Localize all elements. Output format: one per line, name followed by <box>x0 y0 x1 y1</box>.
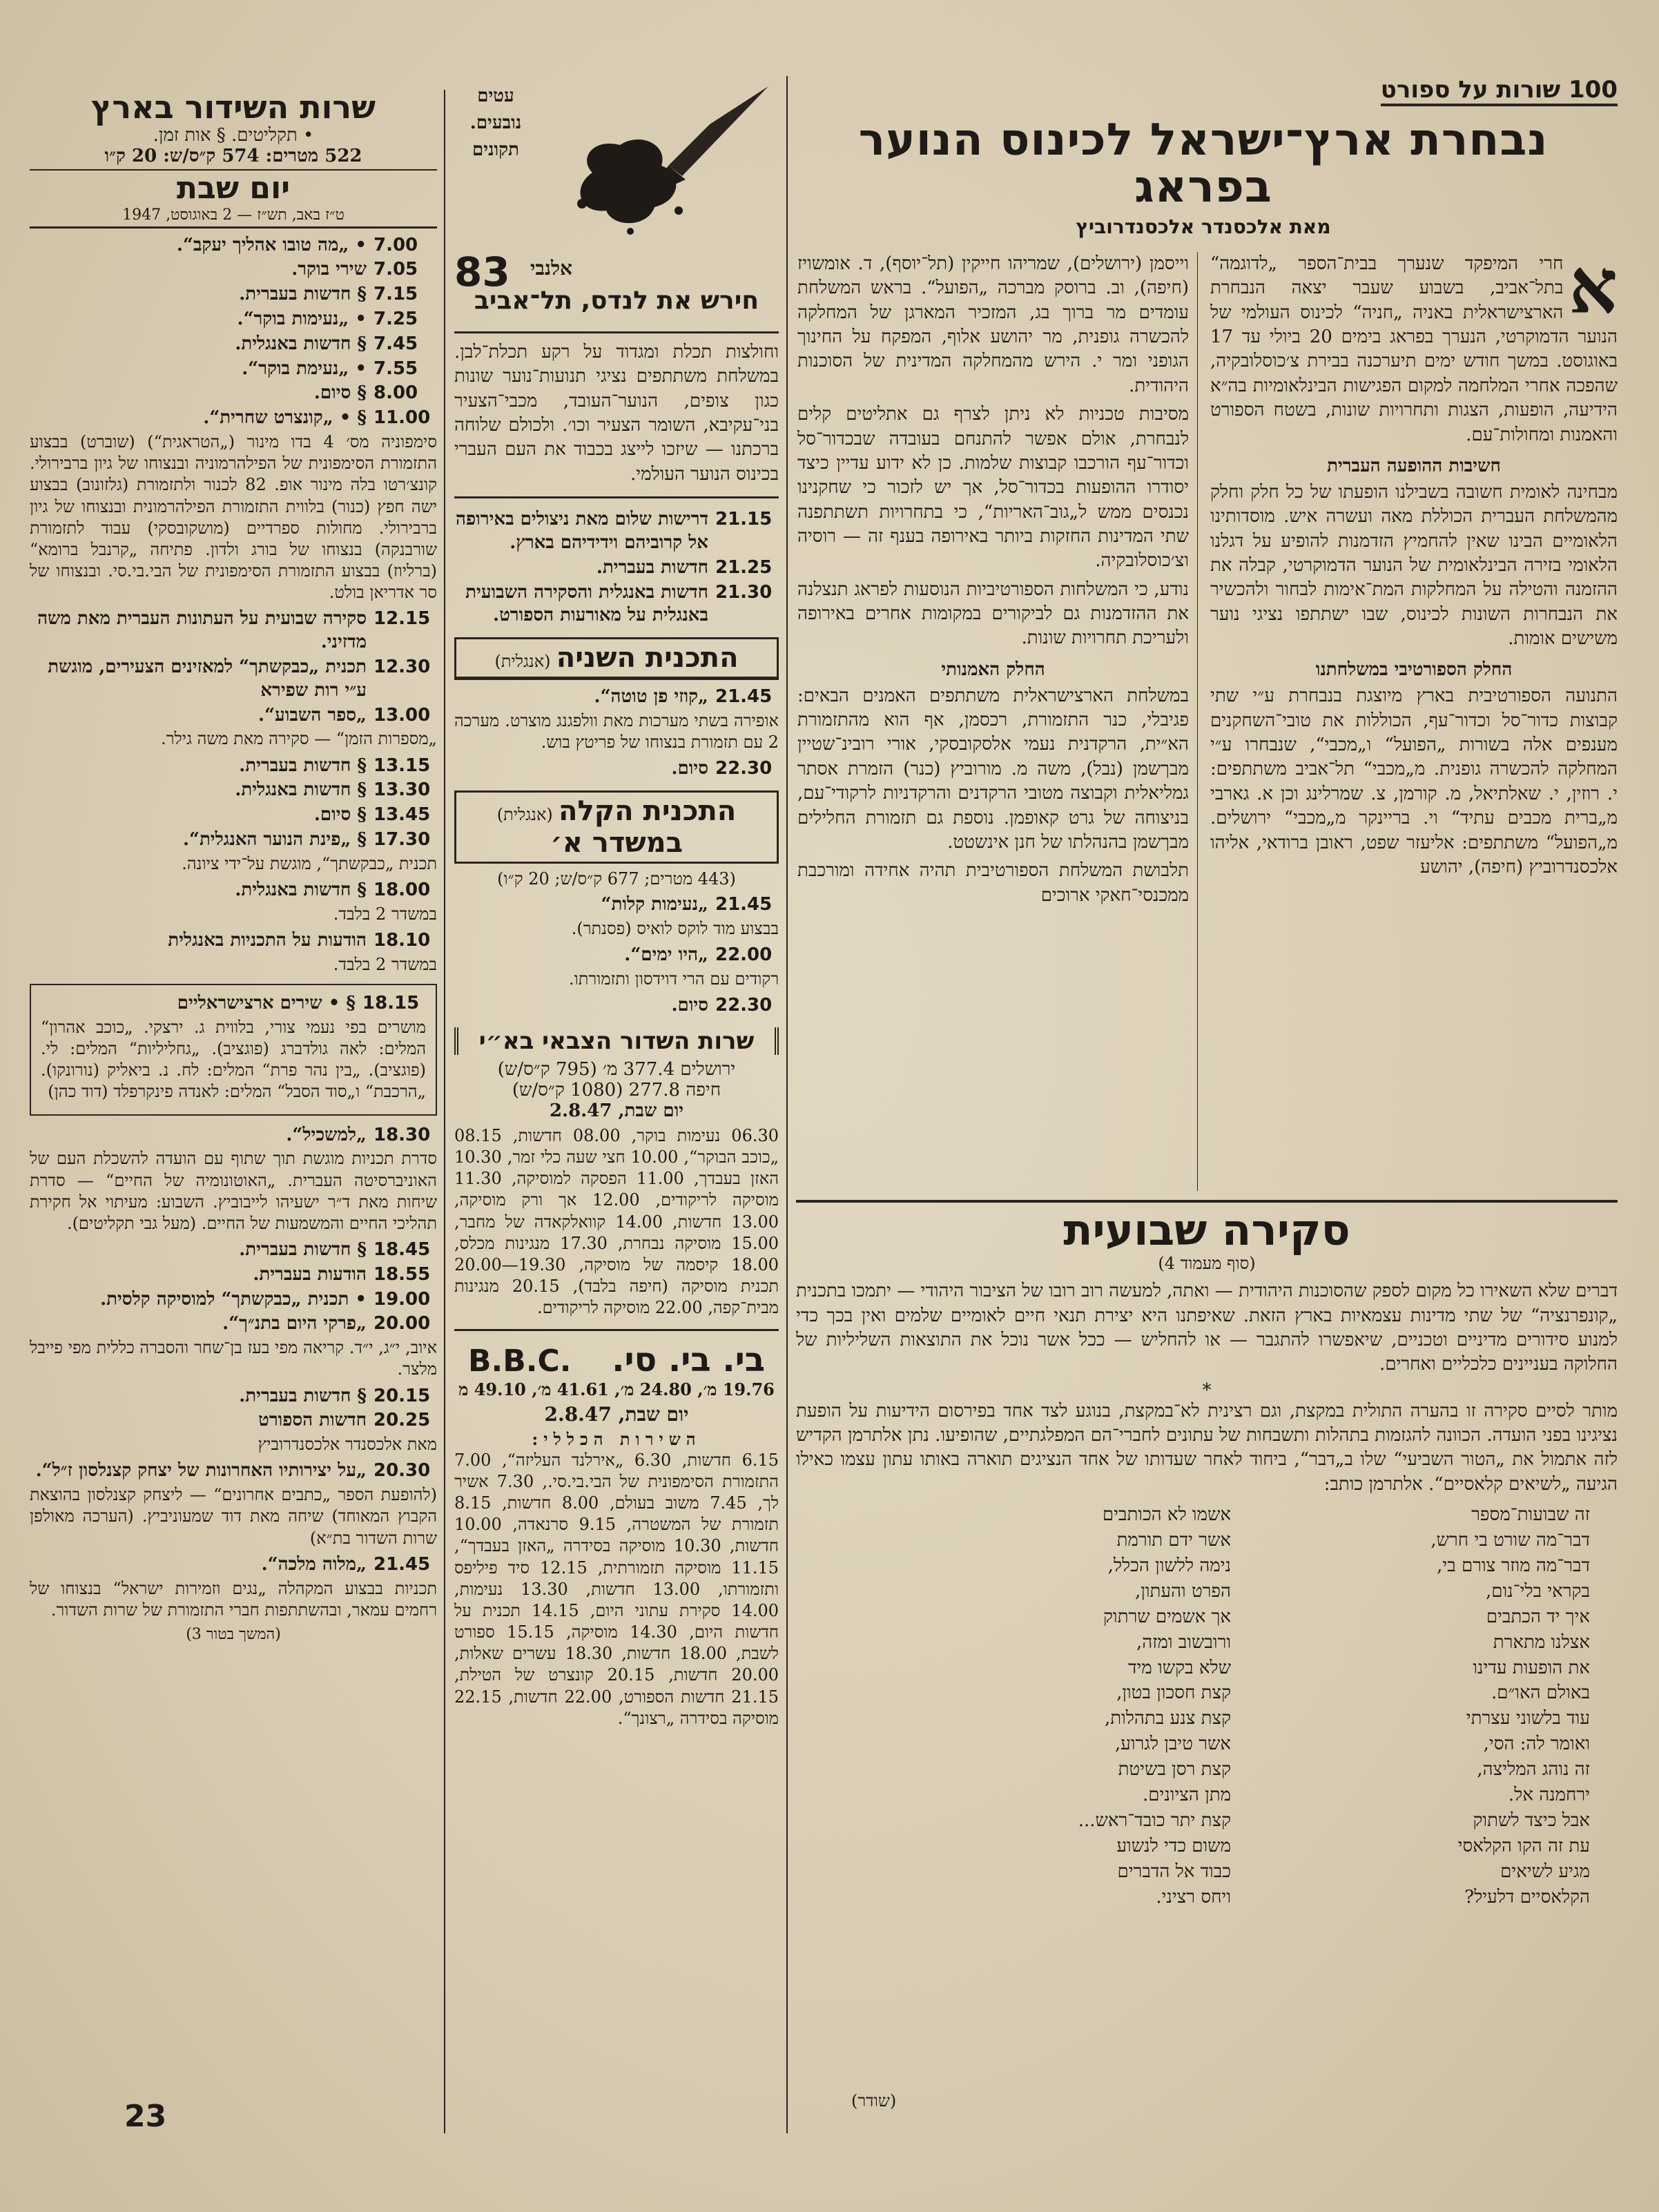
schedule-day: יום שבת <box>176 170 291 206</box>
schedule-item <box>41 992 426 1016</box>
poem-line: אשמו לא הכותבים <box>1102 1504 1231 1526</box>
schedule-time: 7.25 <box>373 308 418 329</box>
schedule-description: בבצוע מוד לוקס לואיס (פסנתר). <box>571 918 779 938</box>
schedule-time: 22.30 <box>715 995 773 1016</box>
second-program-title: התכנית השניה <box>556 642 739 675</box>
schedule-item <box>454 686 779 709</box>
schedule-item <box>30 382 437 405</box>
poem-line: ורובשוב ומזה, <box>1136 1631 1231 1653</box>
poem-line: ואומר לה: הסי, <box>1483 1734 1590 1755</box>
review-paragraph: מותר לסיים סקירה זו בהערה התולית במקצת, וגם רצינית לא־במקצת, בנוגע לצד אחד בפירסום הידיעות על הופעת נציגינו בפני הועדה. הכוונה להגזמות בתהלות ותשבחות של עתונים לחברי־הם המפלגתיים, שהופיעו. נתן אלתרמן הקדיש לזה אתמול את „הטור השביעי“ שלו ב„דבר“, ביחוד לאחר שעדותו של אחד הנציגים תוארה באותו עתון עצמו כאילו הגיעה „לשיאים קלאסיים“. אלתרמן כותב: <box>796 1400 1618 1495</box>
schedule-item <box>30 879 437 902</box>
sports-paragraph: נודע, כי המשלחות הספורטיביות הנוסעות לפראג תנצלנה את ההזדמנות גם לביקורים במקומות אחרים באירופה ולעריכת תחרויות שונות. <box>797 579 1189 649</box>
schedule-item <box>30 1239 437 1262</box>
schedule-item <box>30 1312 437 1336</box>
schedule-item <box>30 1459 437 1483</box>
page-number: 23 <box>124 2099 167 2134</box>
schedule-list <box>30 1459 437 1483</box>
schedule-time: 21.45 <box>715 686 773 708</box>
review-signature: (שודר) <box>851 2091 897 2111</box>
schedule-item <box>30 755 437 778</box>
schedule-item <box>454 944 779 967</box>
schedule-title: סקירה שבועית על העתונות העברית מאת משה מדזיני. <box>37 608 367 653</box>
bbc-schedule: 6.15 חדשות, 6.30 „אירלנד העליזה“, 7.00 התזמורת הסימפונית של הבי.בי.סי., 7.30 אשיר לך, 7.45 משוב בעולם, 8.00 חדשות, 8.15 תזמורת של המשטרה, 9.15 סרנאדה, 10.00 חדשות, 10.30 מוסיקה בסידרה „האזן בעבדך“, 11.15 מוסיקה תזמורתית, 12.15 סיד פיליפס ותזמורתו, 13.00 חדשות, 13.30 נעימות, 14.00 סקירת עתוני היום, 14.15 תכנית על חדשות היום, 14.30 מוסיקה, 15.15 ספורט לשבת, 18.00 חדשות, 18.30 עשרים שאלות, 20.00 חדשות, 20.15 קונצרט של הטילת, 21.15 חדשות הספורט, 22.00 חדשות, 22.15 מוסיקה בסידרה „רצונך“. <box>454 1450 779 1728</box>
schedule-time: 22.00 <box>715 944 773 966</box>
schedule-time: 21.15 <box>715 509 773 530</box>
schedule-legend: • תקליטים. § אות זמן. <box>153 124 314 146</box>
schedule-item <box>30 1288 437 1312</box>
schedule-item <box>30 258 437 282</box>
divider <box>454 496 779 498</box>
schedule-title: § „פינת הנוער האנגלית“. <box>182 829 367 851</box>
schedule-title: „קוזי פן טוטה“. <box>594 686 708 708</box>
sports-paragraph: וייסמן (ירושלים), שמריהו חייקין (תל־יוסף), ד. אומשויז (חיפה), וב. ברוסק מברכה „הפועל“. בראש המשלחת עומדים מר ברוך בג, המזכיר המארגן של המחלקה להכשרה גופנית, מר יהושע אלוף, המפקח על החינוך הגופני ומר י. הירש מהמחלקה המדינית של הסוכנות היהודית. <box>797 253 1189 396</box>
poem-line: מגיע לשיאים <box>1500 1861 1590 1882</box>
poem-line: בקראי בלי־נום, <box>1486 1580 1590 1602</box>
bbc-title-latin: B.B.C. <box>468 1343 572 1379</box>
schedule-list <box>30 879 437 902</box>
light-program-title: התכנית הקלה <box>559 795 737 828</box>
schedule-item <box>30 828 437 852</box>
poem-left-column <box>900 1502 1231 1910</box>
schedule-title: הודעות בעברית. <box>253 1263 367 1285</box>
broadcast-schedule-column <box>30 90 437 2161</box>
army-schedule: 06.30 נעימות בוקר, 08.00 חדשות, 08.15 „כוכב הבוקר“, 10.00 חצי שעה כלי זמר, 10.30 האזן בעבדך, 11.00 הפסקה למוסיקה, 11.30 מוסיקה לריקודים, 12.00 אך ורק מוסיקה, 13.00 חדשות, 14.00 קוואלקאדה של מחבר, 15.00 מוסיקה נבחרת, 17.30 מנגינות מכלס, 18.00 קיסמה של מוסיקה, 19.30—20.00 תכנית מוסיקה (חיפה בלבד), 20.15 מנגינות מבית־קפה, 22.00 מוסיקה לריקודים. <box>454 1125 779 1318</box>
poem-line: זה שבועות־מספר <box>1471 1504 1590 1526</box>
sports-subhead: החלק הספורטיבי במשלחתנו <box>1315 659 1513 681</box>
schedule-time: 22.30 <box>715 758 773 779</box>
transmitter-note: במשדר 2 בלבד. <box>333 904 437 924</box>
poem-right-column <box>1259 1502 1590 1910</box>
schedule-title: סיום. <box>671 995 708 1016</box>
pen-ad <box>454 76 779 333</box>
army-frequency-1: ירושלים 377.4 מ׳ (795 ק״ס/ש) <box>497 1058 736 1080</box>
sports-kicker: 100 שורות על ספורט <box>1381 76 1618 106</box>
schedule-item <box>30 1263 437 1287</box>
bbc-frequencies: 19.76 מ׳, 24.80 מ׳, 41.61 מ׳, 49.10 מ <box>458 1379 775 1399</box>
sports-text-col1 <box>1210 252 1618 1191</box>
sports-subhead: חשיבות ההופעה העברית <box>1327 455 1501 476</box>
schedule-time: 7.55 <box>373 358 418 379</box>
weekly-review <box>796 1207 1618 2125</box>
schedule-time: 20.00 <box>373 1313 431 1335</box>
schedule-title: „היו ימים“. <box>624 944 708 966</box>
schedule-time: 13.30 <box>373 779 431 801</box>
schedule-date: ט״ז באב, תש״ז — 2 באוגוסט, 1947 <box>30 206 437 229</box>
evening-programs <box>454 508 779 628</box>
schedule-item <box>30 608 437 654</box>
bbc-title-hebrew: בי. בי. סי. <box>612 1340 765 1379</box>
schedule-time: 13.00 <box>373 704 431 726</box>
schedule-description: אופירה בשתי מערכות מאת וולפגנג מוצרט. מערכה 2 עם תזמורת בנצוחו של פריטץ בוש. <box>454 710 779 753</box>
light-program-list <box>454 893 779 1018</box>
fountain-pen-ink-icon <box>565 83 772 242</box>
poem-line: את הופעות עדינו <box>1473 1657 1590 1678</box>
light-program-header <box>454 790 779 864</box>
university-details: סדרת תכניות מוגשת תוך שתוף עם הועדה להשכלת העם של האוניברסיטה העברית. „האוטונומיה של החיים“ — סדרת שיחות מאת ד״ר ישעיהו לייבוביץ. השבוע: מעיתוי אל חקירת תהליכי החיים והמשמעות של החיים. (מעל גבי תקליטים). <box>30 1149 437 1233</box>
schedule-list <box>30 234 437 430</box>
poem-line: הקלאסיים דלעיל? <box>1464 1886 1590 1908</box>
schedule-item <box>454 508 779 555</box>
schedule-title: תכנית „כבקשתך“ למאזינים הצעירים, מוגשת ע״י רות שפירא <box>48 657 367 701</box>
schedule-time: 7.45 <box>373 333 418 354</box>
poem-line: אבל כיצד לשתוק <box>1473 1810 1590 1831</box>
schedule-time: 18.30 <box>373 1124 431 1145</box>
schedule-list <box>30 608 437 727</box>
schedule-title: § • שירים ארצישראליים <box>177 992 356 1013</box>
concert-details: סימפוניה מס׳ 4 בדו מינור („הטראגית“) (שוברט) בבצוע התזמורת הסימפונית של הפילהרמוניה ובנצוחו של גיון ברבירולי. קונצ׳רטו בלה מינור אופ. 82 לכנור ולתזמורת (גלזונוב) בבצוע ישה חפץ (כנור) בלווית התזמורת הפילהרמונית ובנצוחו של גיון ברבירולי. מחולות ספרדיים (מושקובסקי) עבוד לתזמורת שורבנקה) בנצוחו של בורג ולדון. פתיחה „קרנבל ברומא“ (ברליוז) בבצוע התזמורת הסימפונית של הבי.בי.סי. ובנצוחו של סר אדריאן בולט. <box>30 431 437 603</box>
army-day: יום שבת, 2.8.47 <box>549 1100 684 1121</box>
schedule-list <box>30 929 437 953</box>
schedule-list <box>30 755 437 852</box>
schedule-title: § • „קונצרט שחרית“. <box>203 407 367 429</box>
sports-headline: נבחרת ארץ־ישראל לכינוס הנוער בפראג <box>858 115 1549 213</box>
poem-line: קצת חסכון בטון, <box>1116 1682 1231 1704</box>
schedule-item <box>30 1553 437 1577</box>
schedule-title: § סיום. <box>313 804 367 826</box>
poem-line: מתן הציונים. <box>1143 1785 1231 1806</box>
schedule-item <box>30 1409 437 1433</box>
schedule-title: שירי בוקר. <box>291 259 367 280</box>
schedule-time: 8.00 <box>373 382 418 404</box>
schedule-item <box>30 407 437 430</box>
schedule-title: „נעימות קלות“ <box>601 894 708 915</box>
schedule-title: חדשות בעברית. <box>596 556 708 578</box>
sports-paragraph: מבחינה לאומית חשובה בשבילנו הופעתו של כל חלק וחלק מהמשלחת העברית הכוללת מאה ועשרה איש. מוסדותינו הלאומיים הבינו שאין להחמיץ הזדמנות להופיע על דגלנו הלאומי בזירה הבינלאומית של הנוער הדמוקרטי, קבלה את ההזמנה והטילה על המחלקות המת־אימות לבחור ולהכשיר את הנבחרות השונות לכינוס, שבו ישתתפו נציגי נוער משישים אומות. <box>1210 481 1618 650</box>
bible-details: איוב, י״ג, י״ד. קריאה מפי בעז בן־שחר והסברה כללית מפי פייבל מלצר. <box>30 1338 437 1379</box>
schedule-description: רקודים עם הרי דוידסון ותזמורתו. <box>568 969 779 989</box>
katznelson-details: (להופעת הספר „כתבים אחרונים“ — ליצחק קצנלסון בהוצאת הקבוץ המאוחד) שיחה מאת דוד שמעוניביץ. (הערכה מאולפן שרות השדור בת״א) <box>30 1485 437 1548</box>
schedule-title: § חדשות בעברית. <box>239 1239 367 1261</box>
schedule-title: § חדשות בעברית. <box>239 284 367 305</box>
poem-line: איך יד הכתבים <box>1486 1606 1590 1627</box>
transmitter-note: במשדר 2 בלבד. <box>333 954 437 974</box>
schedule-time: 21.45 <box>715 894 773 915</box>
schedule-list <box>30 1385 437 1433</box>
second-program-tag: (אנגלית) <box>494 652 551 672</box>
schedule-item <box>30 656 437 703</box>
schedule-title: חדשות באנגלית והסקירה השבועית באנגלית על מאורעות הספורט. <box>465 581 708 626</box>
review-paragraph: דברים שלא השאירו כל מקום לספק שהסוכנות היהודית — ואתה, למעשה רוב רובו של הציבור היהודי — יתמכו בתכנית „קונפרנציה“ של שתי מדינות עצמאיות בארץ הזאת. שאיפתנו היא יצירת תנאי חיים לאומיים שלמים ואין בכך כדי למנוע סידורים מדיניים וטכניים, שיאפשרו להתגבר — או להחליש — ככל אשר נוכל את התוצאות השליליות של החלוקה בעניינים כלכליים ואחרים. <box>796 1281 1618 1375</box>
army-frequency-2: חיפה 277.8 (1080 ק״ס/ש) <box>512 1079 721 1100</box>
poem-line: קצת צנע בתהלות, <box>1105 1708 1231 1729</box>
section-rule <box>796 1200 1618 1203</box>
continued-note: (המשך בטור 3) <box>186 1625 281 1643</box>
schedule-item <box>30 929 437 953</box>
schedule-title: חדשות הספורט <box>258 1410 367 1431</box>
poem-line: דבר־מה מוזר צורם בי, <box>1437 1555 1590 1576</box>
schedule-time: 21.25 <box>715 556 773 578</box>
songs-details: מושרים בפי נעמי צורי, בלווית ג. ירצקי. „כוכב אהרון“ המלים: לאה גולדברג (פוגציב). „גחליליות“ המלים: לי. (פוגציב). „בין נהר פרת“ המלים: לח. נ. ביאליק (נורונקו). „הרכבת“ ו„סוד הסבל“ המלים: לאנדה פינקרפלד (דוד כהן) <box>41 1017 426 1102</box>
poem-line: קצת יתר כובד־ראש... <box>1078 1810 1231 1831</box>
schedule-title: דרישות שלום מאת ניצולים באירופה אל קרוביהם וידידיהם בארץ. <box>456 509 708 553</box>
ad-badge-number: 83 <box>454 249 510 295</box>
schedule-time: 11.00 <box>373 407 431 429</box>
bbc-header <box>454 1341 779 1379</box>
schedule-time: 21.30 <box>715 581 773 603</box>
schedule-time: 17.30 <box>373 829 431 851</box>
schedule-title: הודעות על התכניות באנגלית <box>168 930 367 951</box>
schedule-title: § חדשות בעברית. <box>239 755 367 776</box>
book-details: „מספרות הזמן“ — סקירה מאת משה גילר. <box>161 729 437 749</box>
sports-paragraph: א חרי המיפקד שנערך בבית־הספר „לדוגמה“ בתל־אביב, בשבוע שעבר יצאה הנבחרת הארצישראלית באניה „חניה“ לכינוס העולמי של הנוער הדמוקרטי, הנערך בפראג בימים 20 ביולי עד 17 באוגוסט. במשך חודש ימים תיערכנה בבירת צ׳כוסלובקיה, שהפכה אחרי המלחמה למקום הפגישות הבינלאומיות בה״א הידיעה, הופעות, הצגות ותחרויות שונות, בשטח הספורט והאמנות ומחולות־עם. <box>1210 252 1618 445</box>
schedule-title: • „נעימת בוקר“. <box>242 358 367 379</box>
schedule-title: § סיום. <box>313 382 367 404</box>
poem-line: דבר־מה שורט בי חרש, <box>1430 1529 1590 1551</box>
poem-line: באולם האו״ם. <box>1491 1682 1590 1704</box>
second-program-list <box>454 686 779 781</box>
schedule-item <box>454 994 779 1018</box>
ad-badge-line2: חירש את לנדס, תל־אביב <box>474 287 759 315</box>
schedule-item <box>30 704 437 728</box>
schedule-time: 13.45 <box>373 804 431 826</box>
ad-badge-line1: אלנבי <box>530 257 573 280</box>
schedule-title: § חדשות באנגלית. <box>235 779 367 801</box>
pen-ad-text: עטים נובעים. תקונים <box>469 86 522 160</box>
sports-paragraph: במשלחת הארצישראלית משתתפים האמנים הבאים: פגיבלי, כנר התזמורת, רכסמן, אף הוא מהתזמורת הא״ית, הרקדנית נעמי אלסקובסקי, אורי רובינ־שטיין מבךשמן (נבל), משה מ. מורוביץ (כנר) הזמרת אסתר גמליאלית וקבוצה מטובי הרקדנים והרקדניות לרקודי־עם, בניצוחה של גרט קאופמן. נוספת גם תזמורת החלילים מבךשמן בהנהלתו של חנן אינשטט. <box>797 685 1189 853</box>
middle-column <box>454 76 779 2161</box>
schedule-item <box>30 1385 437 1408</box>
sport-details: מאת אלכסנדר אלכסנדרוביץ <box>258 1435 437 1455</box>
poem-line: אך אשמים שרתוק <box>1103 1606 1231 1627</box>
schedule-item <box>30 804 437 827</box>
youth-details: תכנית „כבקשתך“, מוגשת על־ידי ציונה. <box>182 853 437 873</box>
light-program-subtitle: במשדר א׳ <box>550 827 683 860</box>
drop-cap: א <box>1569 252 1618 331</box>
review-subtitle: (סוף מעמוד 4) <box>1158 1254 1256 1274</box>
schedule-title: „פרקי היום בתנ״ך“. <box>222 1313 367 1335</box>
poem-line: אשר ידם תורמת <box>1116 1529 1231 1551</box>
schedule-item <box>30 1124 437 1147</box>
schedule-title: § חדשות באנגלית. <box>235 880 367 901</box>
poem-line: קצת רסן בשיטת <box>1118 1759 1231 1781</box>
schedule-item <box>30 308 437 331</box>
poem-line: שלא בקשו מיד <box>1128 1657 1231 1678</box>
light-program-frequency: (443 מטרים; 677 ק״ס/ש; 20 ק״ו) <box>497 869 736 889</box>
poem-line: עוד בלשוני עצרתי <box>1466 1708 1590 1729</box>
schedule-item <box>30 283 437 307</box>
schedule-time: 12.15 <box>373 608 431 630</box>
sports-subhead: החלק האמנותי <box>941 659 1045 680</box>
schedule-time: 20.30 <box>373 1460 431 1482</box>
schedule-time: 7.15 <box>373 284 418 305</box>
schedule-title: • „מה טובו אהליך יעקב“. <box>176 234 367 255</box>
schedule-list <box>30 1124 437 1147</box>
schedule-title: סיום. <box>671 758 708 779</box>
schedule-time: 7.05 <box>373 259 418 280</box>
schedule-title: • „נעימות בוקר“. <box>237 308 367 329</box>
schedule-list <box>30 1239 437 1336</box>
divider <box>454 1329 779 1331</box>
poem-line: זה נוהג המליצה, <box>1477 1759 1590 1781</box>
schedule-time: 12.30 <box>373 657 431 678</box>
schedule-time: 19.00 <box>373 1288 431 1310</box>
schedule-item <box>454 581 779 628</box>
sports-text-col2 <box>797 252 1198 1191</box>
schedule-item <box>30 333 437 356</box>
review-title: סקירה שבועית <box>1063 1207 1350 1255</box>
schedule-item <box>30 779 437 802</box>
schedule-time: 20.25 <box>373 1410 431 1431</box>
poem-line: הפרט והעתון, <box>1134 1580 1231 1602</box>
melave-malka-details: תכניות בבצוע המקהלה „נגים וזמירות ישראל“ בנצוחו של רחמים עמאר, ובהשתתפות חברי התזמורת של שרות השדור. <box>30 1578 437 1620</box>
schedule-item <box>30 358 437 381</box>
schedule-time: 21.45 <box>373 1553 431 1575</box>
review-separator: * <box>1202 1379 1212 1401</box>
schedule-time: 7.00 <box>373 234 418 255</box>
sports-byline: מאת אלכסנדר אלכסנדרוביץ <box>1076 215 1331 238</box>
schedule-item <box>454 556 779 580</box>
poem <box>796 1502 1618 1910</box>
schedule-time: 18.15 <box>362 992 420 1013</box>
schedule-time: 18.45 <box>373 1239 431 1261</box>
schedule-title: • תכנית „כבקשתך“ למוסיקה קלסית. <box>100 1288 367 1310</box>
schedule-list <box>30 1553 437 1577</box>
sports-paragraph: התנועה הספורטיבית בארץ מיוצגת בנבחרת ע״י שתי קבוצות כדור־סל וכדור־עף, הכוללות את טובי־השחקנים מענפים אלה בשורות „הפועל“ ו„מכבי“, שנבחרו ע״י המחלקה להכשרה גופנית. מ„מכבי“ תל־אביב משתתפים: י. רוזין, י. שאלתיאל, מ. קורמן, צ. שמרלינג וכן א. גארבי מ„ברית מכבים עתיד“ וי. בריינקר מ„מכבי“ ירושלים. מ„הפועל“ משתתפים: אליעזר שפט, ראובן ברודאי, אליהו אלכסנדרוביץ (חיפה), יהושע <box>1210 686 1618 877</box>
bbc-day: יום שבת, 2.8.47 <box>544 1402 689 1426</box>
column-divider <box>786 76 788 2133</box>
schedule-title: „על יצירותיו האחרונות של יצחק קצנלסון ז״ל“. <box>35 1460 367 1482</box>
sports-paragraph: מסיבות טכניות לא ניתן לצרף גם אתליטים קלים לנבחרת, אולם אפשר להתנחם בעובדה שבכדור־סל וכדור־עף הורכבו קבוצות שלמות. כן לא ידוע עדיין כיצד יסודרו ההופעות בכדור־סל, אך יש לזכור כי שחקנינו נכנסים ממש ל„גוב־האריות“, כי בתחרויות תשתתפנה שתי המדינות החזקות ביותר באירופה בענף זה — רוסיה וצ׳כוסלובקיה. <box>797 404 1189 572</box>
schedule-item <box>454 893 779 917</box>
poem-line: עת זה הקו הקלאסי <box>1457 1835 1590 1856</box>
schedule-title: § חדשות בעברית. <box>239 1385 367 1406</box>
sports-paragraph: תלבושת המשלחת הספורטיבית תהיה אחידה ומורכבת ממכנסי־חאקי ארוכים <box>797 860 1189 906</box>
schedule-time: 18.10 <box>373 930 431 951</box>
poem-line: אצלנו מתארת <box>1493 1631 1590 1653</box>
sports-continuation: וחולצות תכלת ומגדוד על רקע תכלת־לבן. במשלחת משתתפים נציגי תנועות־נוער שונות כגון צופים, הנוער־העובד, מכבי־הצעיר בני־עקיבא, השומר הצעיר וכו׳. ולכולם שלוחה ברכתנו — שיזכו לייצג בכבוד את העם העברי בכינוס הנוער העולמי. <box>454 342 779 485</box>
poem-line: ירחמנה אל. <box>1508 1785 1590 1806</box>
poem-line: ויחס רציני. <box>1156 1886 1231 1908</box>
schedule-title: „ספר השבוע“. <box>258 704 367 726</box>
poem-line: כבוד אל הדברים <box>1117 1861 1231 1882</box>
sports-article-column <box>1203 76 1618 106</box>
songs-box <box>30 984 437 1116</box>
schedule-frequency: 522 מטרים: 574 ק״ס/ש: 20 ק״ו <box>30 146 437 171</box>
poem-line: משום כדי לנשוע <box>1116 1835 1231 1856</box>
army-radio-header: שרות השדור הצבאי בא״י <box>454 1027 779 1055</box>
schedule-item <box>30 234 437 258</box>
schedule-title: § חדשות באנגלית. <box>235 333 367 354</box>
schedule-title: „מלוה מלכה“. <box>261 1553 367 1575</box>
schedule-time: 13.15 <box>373 755 431 776</box>
schedule-item <box>454 757 779 781</box>
light-program-tag: (אנגלית) <box>496 805 553 825</box>
schedule-time: 18.00 <box>373 880 431 901</box>
column-divider <box>444 90 445 2133</box>
schedule-title: שרות השידור בארץ <box>90 90 376 126</box>
schedule-title: „למשכיל“. <box>286 1124 367 1145</box>
schedule-time: 20.15 <box>373 1385 431 1406</box>
poem-line: אשר טיבן לגרוע, <box>1114 1734 1231 1755</box>
second-program-header <box>454 637 779 680</box>
schedule-time: 18.55 <box>373 1263 431 1285</box>
poem-line: נימה ללשון הכלל, <box>1107 1555 1231 1576</box>
bbc-service-heading: השירות הכללי: <box>532 1428 701 1449</box>
